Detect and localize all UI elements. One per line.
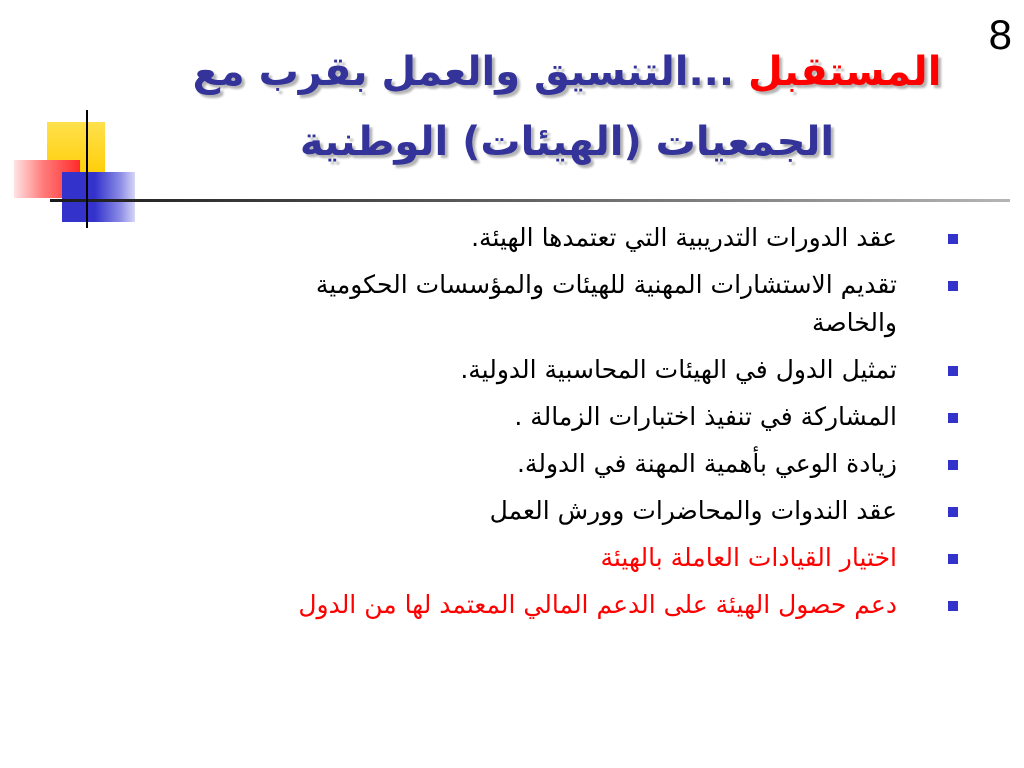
bullet-item bbox=[40, 586, 964, 624]
blue-square-decoration bbox=[62, 172, 135, 222]
bullet-item bbox=[40, 266, 964, 342]
bullet-text: زيادة الوعي بأهمية المهنة في الدولة. bbox=[516, 449, 897, 478]
square-bullet-icon bbox=[948, 460, 958, 470]
bullet-list bbox=[40, 219, 964, 633]
bullet-text: المشاركة في تنفيذ اختبارات الزمالة . bbox=[514, 402, 897, 431]
title-highlight-word: المستقبل bbox=[748, 49, 942, 95]
bullet-item bbox=[40, 351, 964, 389]
square-bullet-icon bbox=[948, 366, 958, 376]
bullet-text: دعم حصول الهيئة على الدعم المالي المعتمد لها من الدول bbox=[298, 590, 897, 619]
bullet-text-continuation: والخاصة bbox=[811, 308, 897, 337]
square-bullet-icon bbox=[948, 601, 958, 611]
bullet-text: عقد الدورات التدريبية التي تعتمدها الهيئة. bbox=[471, 223, 897, 252]
bullet-item bbox=[40, 219, 964, 257]
slide-title bbox=[185, 37, 949, 177]
bullet-item bbox=[40, 398, 964, 436]
title-line-2: الجمعيات (الهيئات) الوطنية bbox=[299, 119, 835, 165]
square-bullet-icon bbox=[948, 234, 958, 244]
bullet-text: تمثيل الدول في الهيئات المحاسبية الدولية. bbox=[460, 355, 897, 384]
slide-number: 8 bbox=[988, 11, 1012, 58]
title-line-1-text: ...التنسيق والعمل بقرب مع bbox=[192, 49, 735, 95]
bullet-text: عقد الندوات والمحاضرات وورش العمل bbox=[489, 496, 897, 525]
bullet-item bbox=[40, 445, 964, 483]
bullet-text: تقديم الاستشارات المهنية للهيئات والمؤسسات الحكومية bbox=[315, 270, 897, 299]
bullet-item bbox=[40, 539, 964, 577]
square-bullet-icon bbox=[948, 281, 958, 291]
title-line-1 bbox=[185, 37, 949, 107]
bullet-text: اختيار القيادات العاملة بالهيئة bbox=[600, 543, 897, 572]
square-bullet-icon bbox=[948, 554, 958, 564]
bullet-item bbox=[40, 492, 964, 530]
title-underline-rule bbox=[50, 199, 1010, 202]
vertical-rule-decoration bbox=[86, 110, 88, 228]
square-bullet-icon bbox=[948, 413, 958, 423]
square-bullet-icon bbox=[948, 507, 958, 517]
